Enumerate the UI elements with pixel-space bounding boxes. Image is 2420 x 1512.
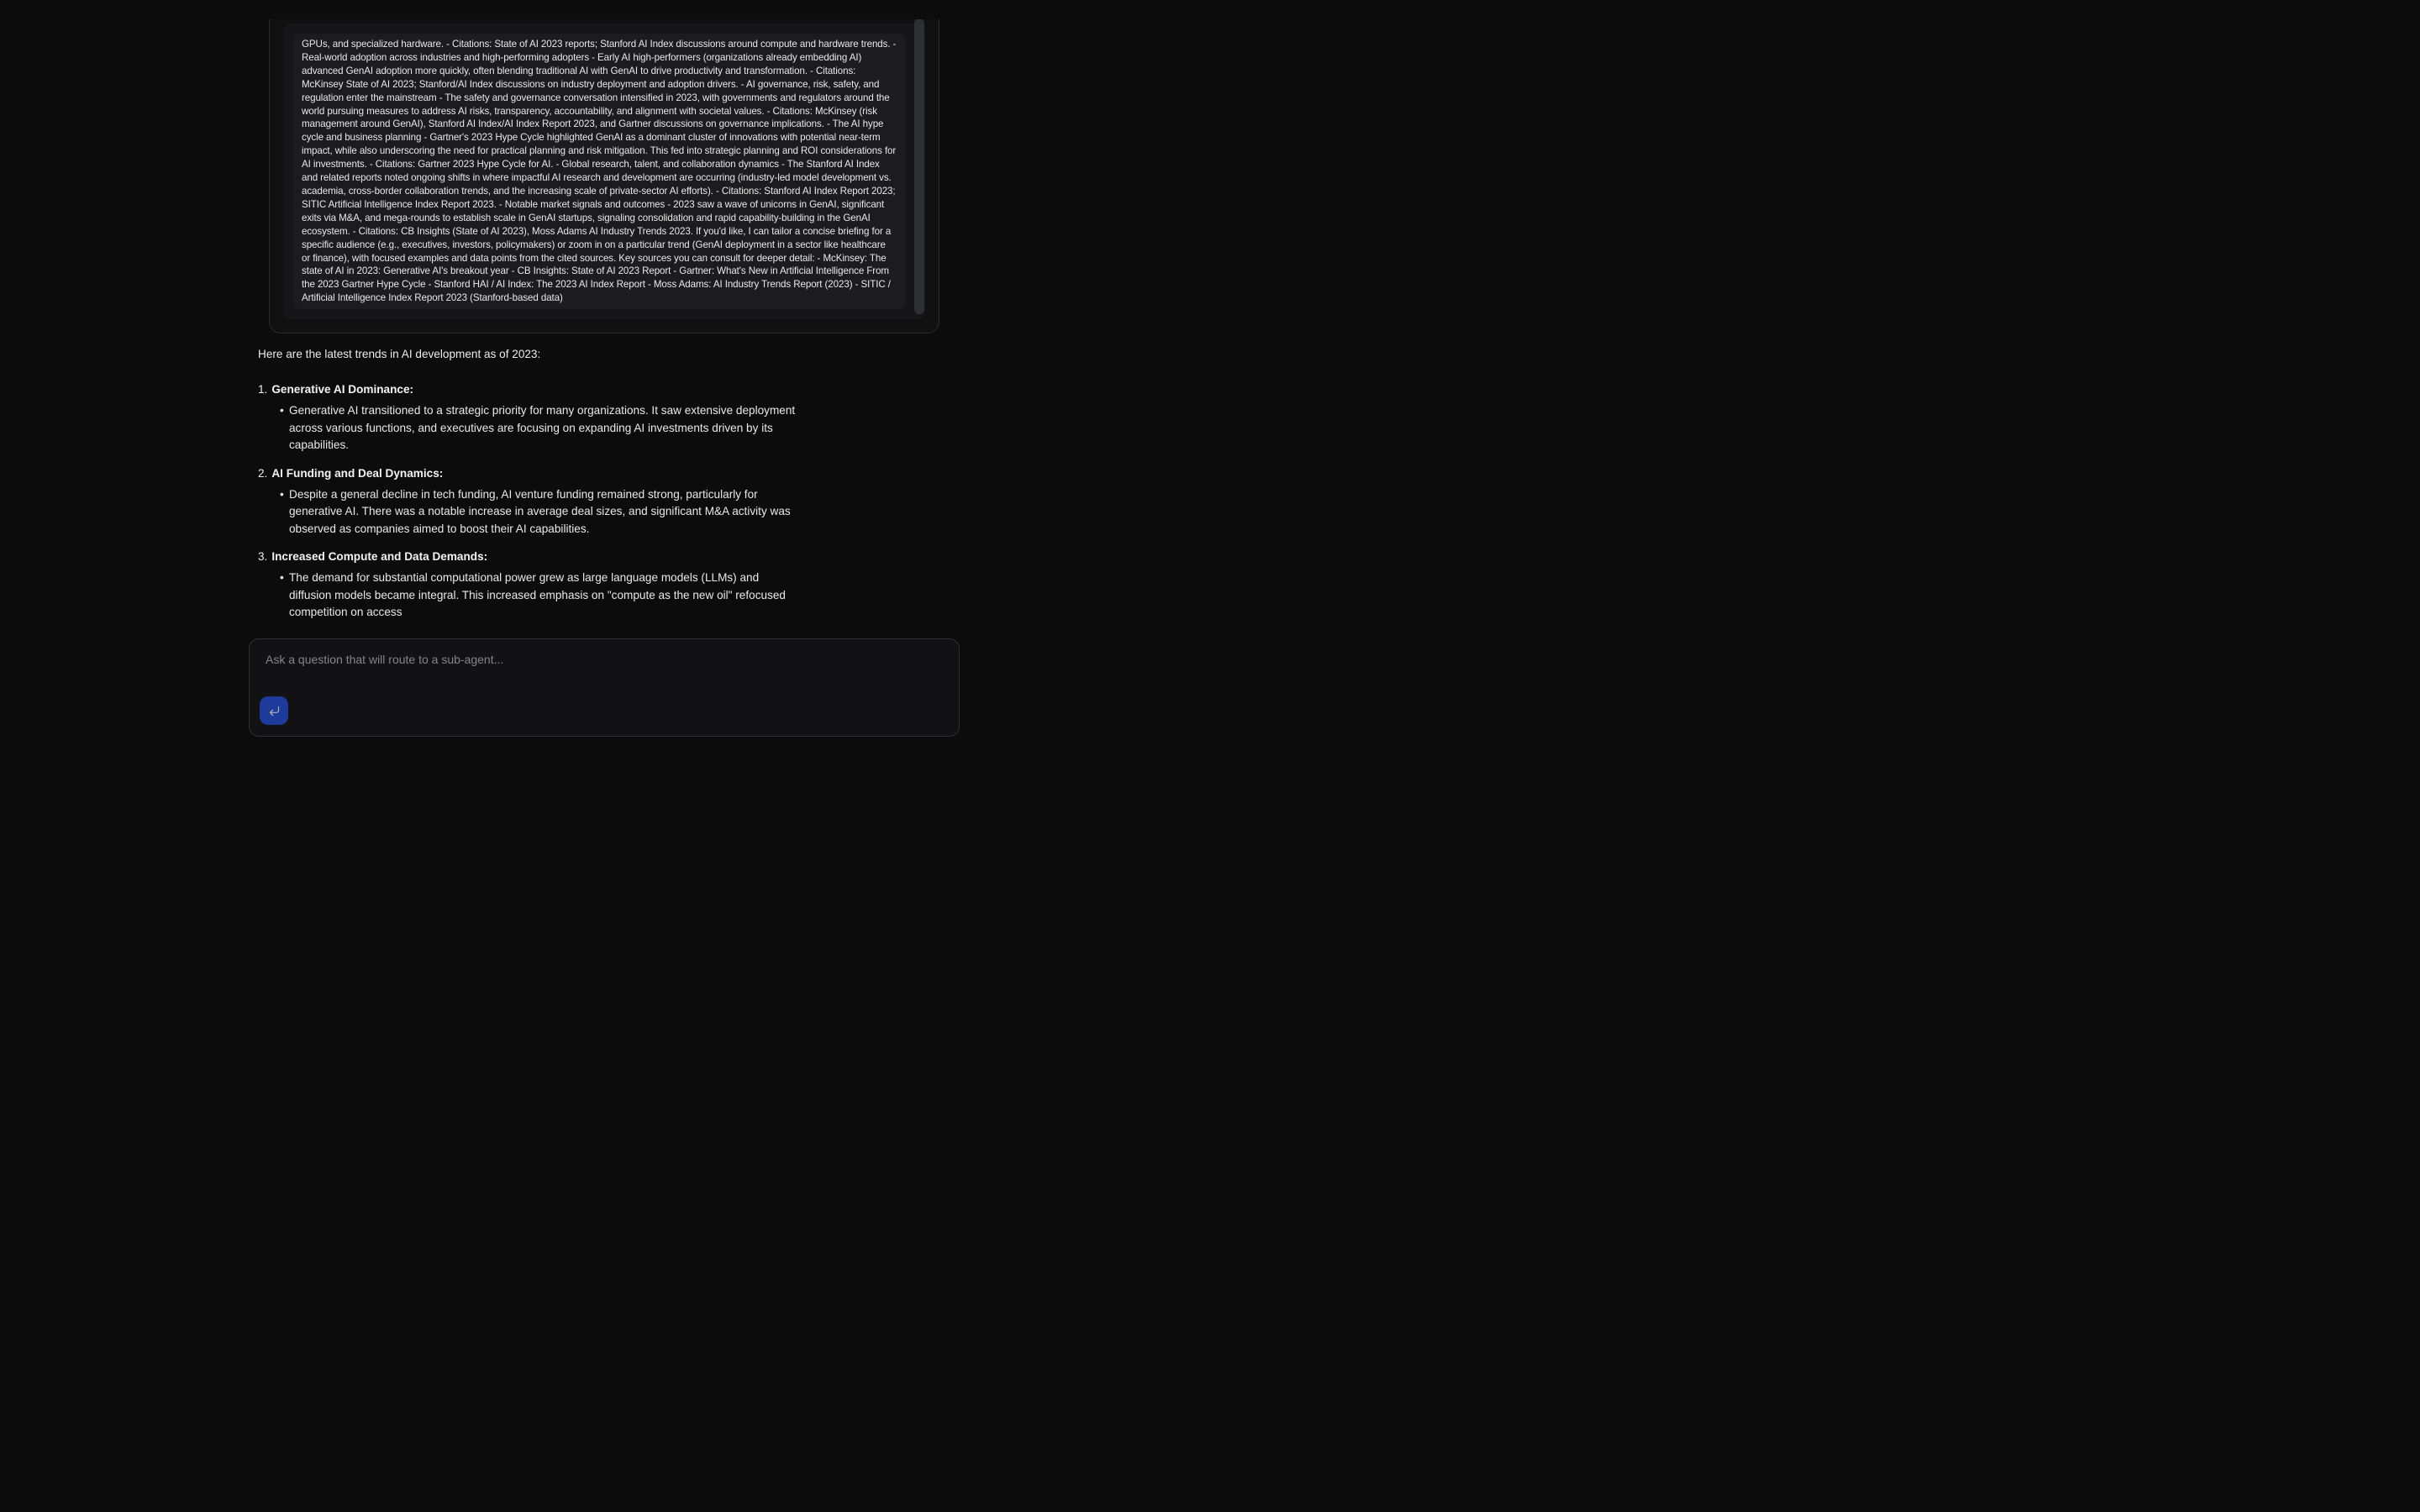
list-item — [258, 465, 802, 538]
list-number: 1. — [258, 383, 268, 396]
list-item — [258, 549, 802, 622]
list-bullet: • Generative AI transitioned to a strategic priority for many organizations. It saw extensive deployment across various functions, and executives are focusing on expanding AI investments driven by its capabilities. — [258, 402, 802, 454]
chat-view — [0, 0, 1210, 756]
list-heading: Increased Compute and Data Demands: — [271, 550, 488, 563]
list-heading: Generative AI Dominance: — [271, 383, 414, 396]
tool-output-text: GPUs, and specialized hardware. - Citations: State of AI 2023 reports; Stanford AI Index discussions around compute and hardware trends. - Real-world adoption across industries and high-performing adopters - Early AI high-performers (organizations already embedding AI) advanced GenAI adoption more quickly, often blending traditional AI with GenAI to drive productivity and transformation. - Citations: McKinsey State of AI 2023; Stanford/AI Index discussions on industry deployment and adoption drivers. - AI governance, risk, safety, and regulation enter the mainstream - The safety and governance conversation intensified in 2023, with governments and regulators around the world pursuing measures to address AI risks, transparency, accountability, and alignment with societal values. - Citations: McKinsey (risk management around GenAI), Stanford AI Index/AI Index Report 2023, and Gartner discussions on governance implications. - The AI hype cycle and business planning - Gartner's 2023 Hype Cycle highlighted GenAI as a dominant cluster of innovations with potential near-term impact, while also underscoring the need for practical planning and risk mitigation. This fed into strategic planning and ROI considerations for AI investments. - Citations: Gartner 2023 Hype Cycle for AI. - Global research, talent, and collaboration dynamics - The Stanford AI Index and related reports noted ongoing shifts in where impactful AI research and development are occurring (industry-led model development vs. academia, cross-border collaboration trends, and the increasing scale of private-sector AI efforts). - Citations: Stanford AI Index Report 2023; SITIC Artificial Intelligence Index Report 2023. - Notable market signals and outcomes - 2023 saw a wave of unicorns in GenAI, significant exits via M&A, and mega-rounds to establish scale in GenAI startups, signaling consolidation and rapid capability-building in the GenAI ecosystem. - Citations: CB Insights (State of AI 2023), Moss Adams AI Industry Trends 2023. If you'd like, I can tailor a concise briefing for a specific audience (e.g., executives, investors, policymakers) or zoom in on a particular trend (GenAI deployment in a sector like healthcare or finance), with focused examples and data points from the cited sources. Key sources you can consult for deeper detail: - McKinsey: The state of AI in 2023: Generative AI's breakout year - CB Insights: State of AI 2023 Report - Gartner: What's New in Artificial Intelligence From the 2023 Gartner Hype Cycle - Stanford HAI / AI Index: The 2023 AI Index Report - Moss Adams: AI Industry Trends Report (2023) - SITIC / Artificial Intelligence Index Report 2023 (Stanford-based data) — [293, 34, 905, 309]
list-number: 3. — [258, 550, 268, 563]
list-heading: AI Funding and Deal Dynamics: — [271, 466, 444, 480]
assistant-message — [258, 346, 802, 633]
tool-output-container — [283, 24, 925, 319]
list-item-heading-row — [258, 549, 802, 565]
composer — [249, 638, 960, 737]
list-bullet: • The demand for substantial computational power grew as large language models (LLMs) and diffusion models became integral. This increased emphasis on "compute as the new oil" refocused competition on access — [258, 570, 802, 622]
list-number: 2. — [258, 466, 268, 480]
transcript-scroll-area[interactable] — [0, 19, 1210, 335]
agent-response-card — [269, 19, 939, 333]
message-intro: Here are the latest trends in AI development as of 2023: — [258, 348, 541, 360]
scrollbar-thumb[interactable] — [914, 19, 924, 314]
list-item — [258, 381, 802, 454]
list-bullet: • Despite a general decline in tech funding, AI venture funding remained strong, particularly for generative AI. There was a notable increase in average deal sizes, and significant M&A activity was observed as companies aimed to boost their AI capabilities. — [258, 486, 802, 538]
composer-input[interactable] — [264, 651, 923, 701]
list-item-heading-row — [258, 381, 802, 398]
list-item-heading-row — [258, 465, 802, 482]
send-button[interactable] — [260, 696, 288, 725]
enter-return-icon — [268, 705, 281, 717]
